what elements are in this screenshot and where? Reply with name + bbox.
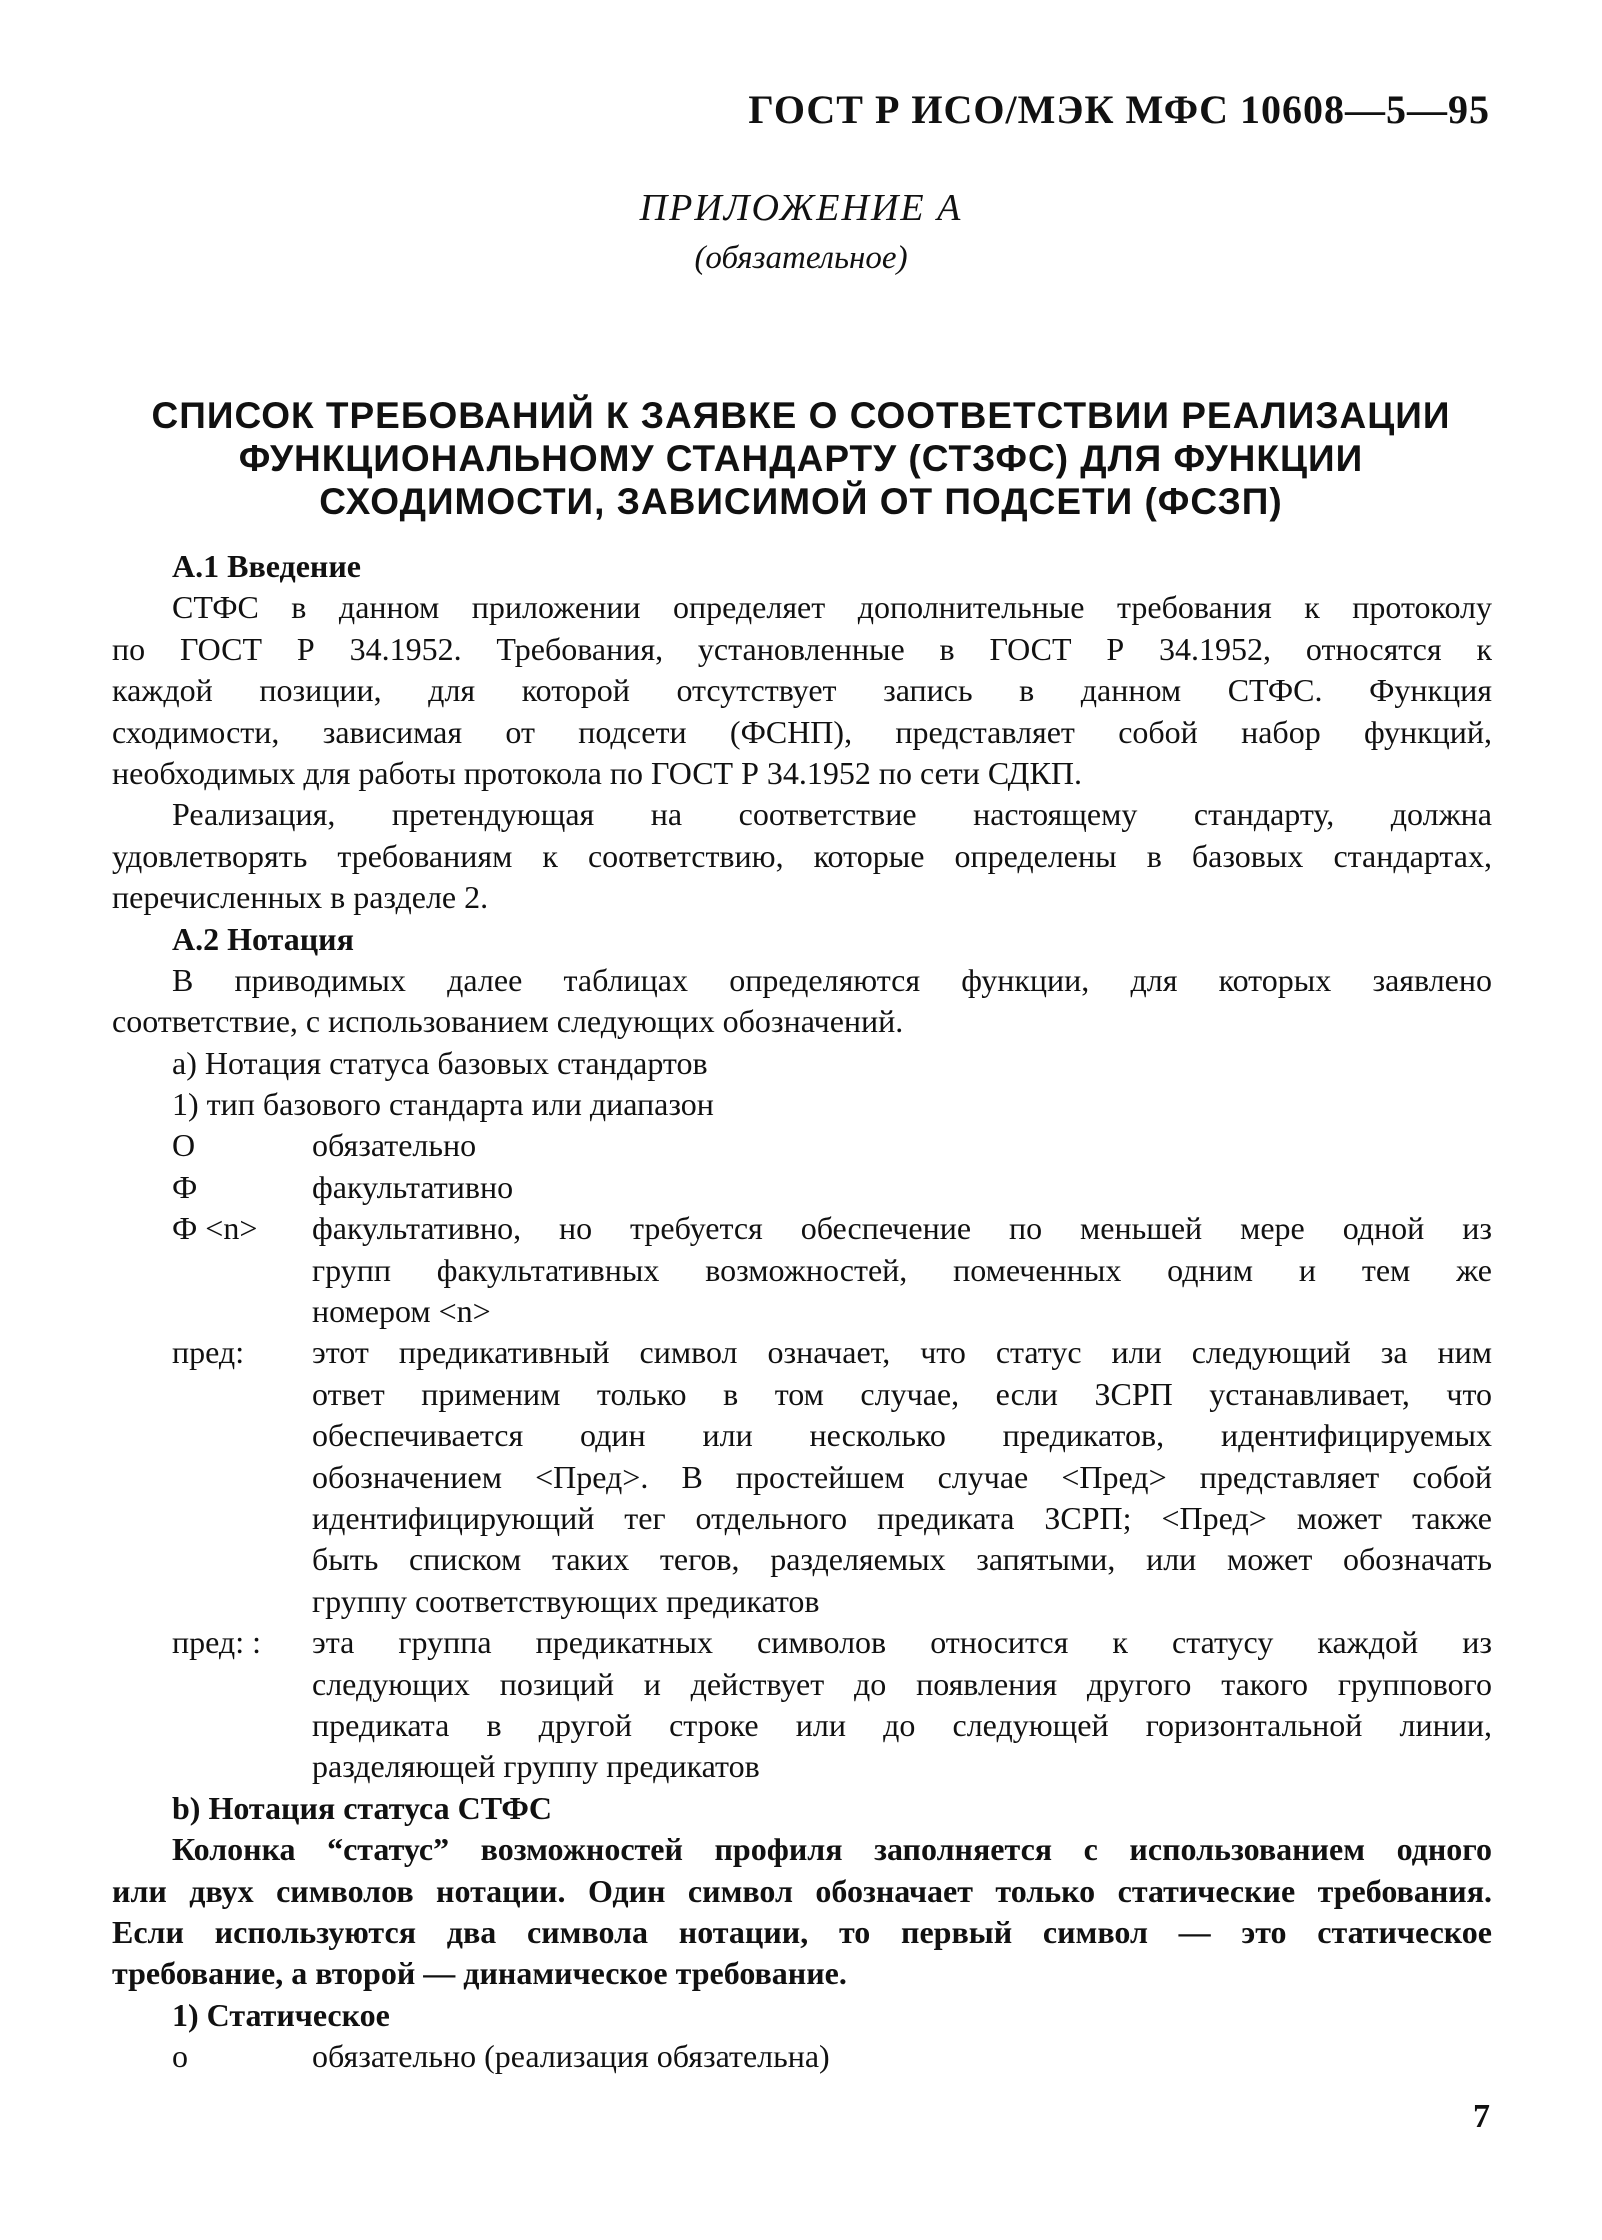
section-a1-heading: А.1 Введение (172, 548, 361, 584)
text-line: перечисленных в разделе 2. (112, 879, 489, 916)
definition-symbol: О (172, 1127, 196, 1164)
text-line: или двух символов нотации. Один символ обозначает только статические требования. (112, 1872, 1492, 1909)
definition-text: обеспечивается один или несколько предикатов, идентифицируемых (312, 1417, 1492, 1454)
definition-text: факультативно (312, 1168, 514, 1205)
document-title (130, 394, 1472, 523)
text-line: удовлетворять требованиям к соответствию, которые определены в базовых стандартах, (112, 837, 1492, 874)
definition-text: эта группа предикатных символов относится к статусу каждой из (312, 1624, 1492, 1661)
definition-symbol: Ф <n> (172, 1210, 258, 1247)
paragraph-introduction (112, 587, 1492, 794)
definition-text: обязательно (реализация обязательна) (312, 2038, 830, 2075)
definition-symbol: Ф (172, 1168, 198, 1205)
paragraph-status-column (112, 1829, 1492, 1995)
definition-text: следующих позиций и действует до появления другого такого группового (312, 1665, 1492, 1702)
definition-symbol: пред: (172, 1334, 245, 1371)
standard-code-header: ГОСТ Р ИСО/МЭК МФС 10608—5—95 (748, 87, 1490, 132)
text-line: Реализация, претендующая на соответствие настоящему стандарту, должна (172, 796, 1492, 833)
document-title-line: СПИСОК ТРЕБОВАНИЙ К ЗАЯВКЕ О СООТВЕТСТВИИ РЕАЛИЗАЦИИ (151, 395, 1451, 436)
document-body (112, 546, 1492, 2077)
definition-text: групп факультативных возможностей, помеченных одним и тем же (312, 1251, 1492, 1288)
text-line: необходимых для работы протокола по ГОСТ Р 34.1952 по сети СДКП. (112, 754, 1082, 791)
definition-group-predicate (112, 1622, 1492, 1788)
list-item-a1: 1) тип базового стандарта или диапазон (172, 1086, 714, 1123)
definition-row (112, 1208, 1492, 1249)
definition-text: номером <n> (312, 1293, 491, 1330)
document-title-line: СХОДИМОСТИ, ЗАВИСИМОЙ ОТ ПОДСЕТИ (ФСЗП) (319, 481, 1283, 522)
definition-symbol: пред: : (172, 1624, 261, 1661)
text-line: Если используются два символа нотации, то первый символ — это статическое (112, 1913, 1492, 1950)
text-line: по ГОСТ Р 34.1952. Требования, установленные в ГОСТ Р 34.1952, относятся к (112, 630, 1492, 667)
appendix-title: ПРИЛОЖЕНИЕ А (639, 187, 963, 229)
text-line: соответствие, с использованием следующих обозначений. (112, 1003, 904, 1040)
definition-text: этот предикативный символ означает, что статус или следующий за ним (312, 1334, 1492, 1371)
text-line: каждой позиции, для которой отсутствует запись в данном СТФС. Функция (112, 672, 1492, 709)
document-title-line: ФУНКЦИОНАЛЬНОМУ СТАНДАРТУ (СТЗФС) ДЛЯ ФУНКЦИИ (238, 438, 1364, 479)
appendix-subtitle: (обязательное) (694, 240, 908, 276)
definition-mandatory (112, 1125, 1492, 1166)
definition-text: обозначением <Пред>. В простейшем случае <Пред> представляет собой (312, 1458, 1492, 1495)
definition-text: предиката в другой строке или до следующей горизонтальной линии, (312, 1706, 1492, 1743)
definition-optional (112, 1167, 1492, 1208)
text-line: СТФС в данном приложении определяет дополнительные требования к протоколу (172, 589, 1492, 626)
list-item-a: а) Нотация статуса базовых стандартов (172, 1044, 708, 1081)
page-number: 7 (1473, 2098, 1490, 2135)
definition-text: идентифицирующий тег отдельного предиката ЗСРП; <Пред> может также (312, 1499, 1492, 1536)
definition-text: факультативно, но требуется обеспечение по меньшей мере одной из (312, 1210, 1492, 1247)
definition-static-mandatory (112, 2036, 1492, 2077)
section-a2-heading: А.2 Нотация (172, 920, 354, 957)
definition-text: обязательно (312, 1127, 477, 1164)
list-item-b: b) Нотация статуса СТФС (172, 1789, 552, 1826)
paragraph-conformance (112, 794, 1492, 918)
text-line: требование, а второй — динамическое требование. (112, 1955, 847, 1992)
paragraph-notation-intro (112, 960, 1492, 1043)
list-item-b1: 1) Статическое (172, 1996, 390, 2033)
definition-row (112, 1622, 1492, 1663)
text-line: сходимости, зависимая от подсети (ФСНП), представляет собой набор функций, (112, 713, 1492, 750)
definition-row (112, 1332, 1492, 1373)
definition-symbol: о (172, 2038, 188, 2075)
definition-text: группу соответствующих предикатов (312, 1582, 820, 1619)
definition-predicate (112, 1332, 1492, 1622)
definition-text: разделяющей группу предикатов (312, 1748, 760, 1785)
text-line: В приводимых далее таблицах определяются функции, для которых заявлено (172, 961, 1492, 998)
text-line: Колонка “статус” возможностей профиля заполняется с использованием одного (172, 1831, 1492, 1868)
definition-optional-group (112, 1208, 1492, 1332)
definition-text: ответ применим только в том случае, если ЗСРП устанавливает, что (312, 1375, 1492, 1412)
definition-text: быть списком таких тегов, разделяемых запятыми, или может обозначать (312, 1541, 1492, 1578)
